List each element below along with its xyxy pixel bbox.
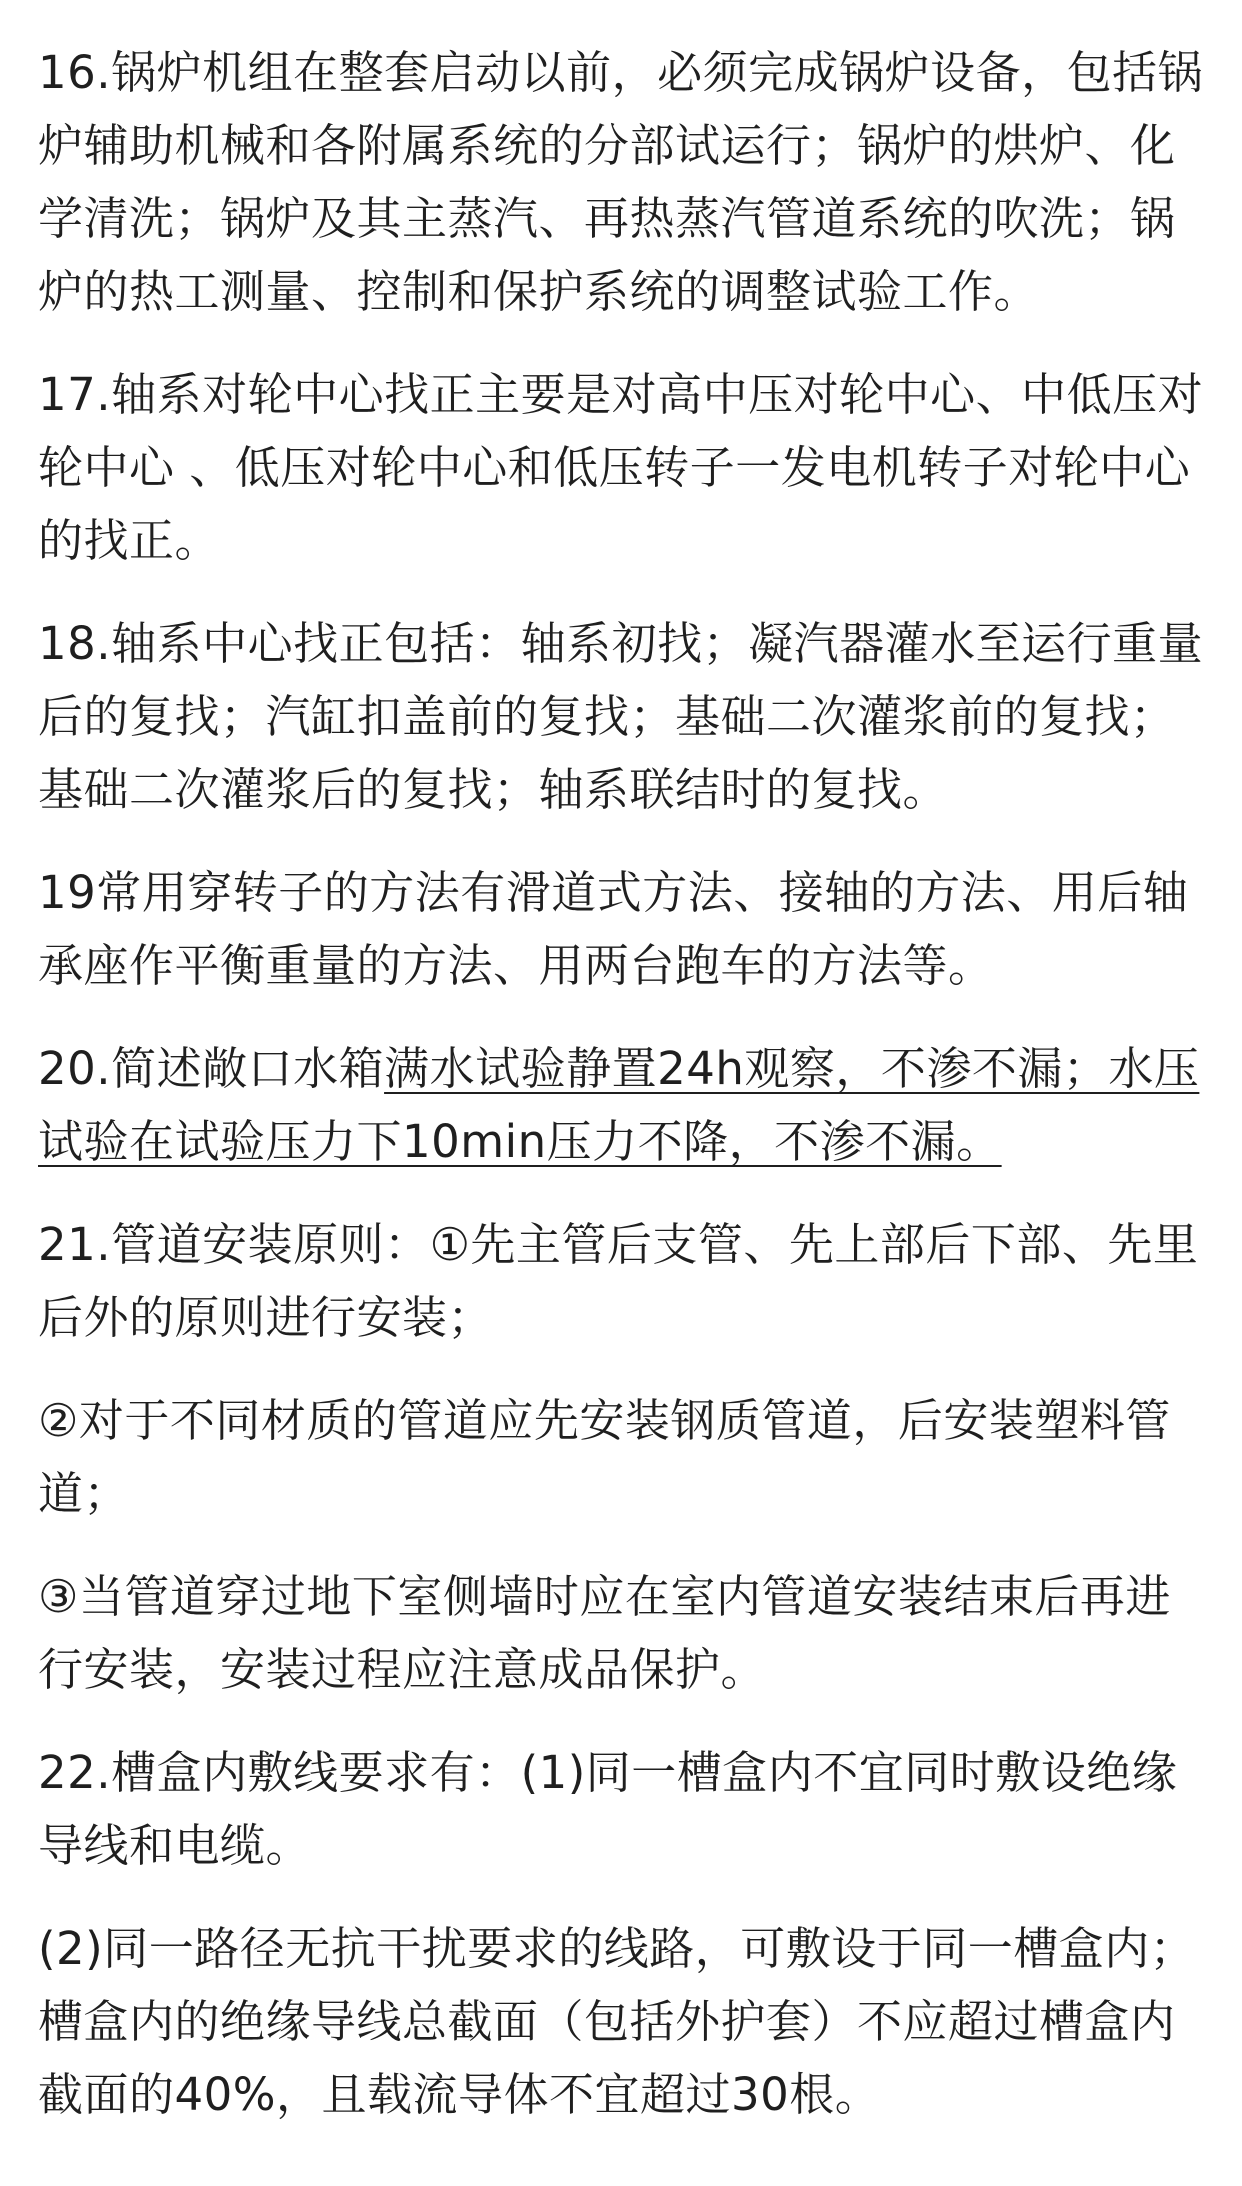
paragraph-16: 16.锅炉机组在整套启动以前，必须完成锅炉设备，包括锅炉辅助机械和各附属系统的分部试运行；锅炉的烘炉、化学清洗；锅炉及其主蒸汽、再热蒸汽管道系统的吹洗；锅炉的热工测量、控制和保护系统的调整试验工作。	[38, 46, 1204, 318]
paragraph-18: 18.轴系中心找正包括：轴系初找；凝汽器灌水至运行重量后的复找；汽缸扣盖前的复找；基础二次灌浆前的复找；基础二次灌浆后的复找；轴系联结时的复找。	[38, 617, 1204, 816]
paragraph-20	[38, 1032, 1208, 1178]
paragraph-19: 19常用穿转子的方法有滑道式方法、接轴的方法、用后轴承座作平衡重量的方法、用两台跑车的方法等。	[38, 866, 1189, 992]
paragraph-22-item-1: 22.槽盒内敷线要求有：(1)同一槽盒内不宜同时敷设绝缘导线和电缆。	[38, 1746, 1178, 1872]
paragraph-20-prefix: 20.简述敞口水箱	[38, 1042, 385, 1095]
paragraph-22-item-2: (2)同一路径无抗干扰要求的线路，可敷设于同一槽盒内；槽盒内的绝缘导线总截面（包括外护套）不应超过槽盒内截面的40%，且载流导体不宜超过30根。	[38, 1922, 1196, 2121]
paragraph-20-underlined: 满水试验静置24h观察，不渗不漏；水压试验在试验压力下10min压力不降，不渗不漏。	[38, 1042, 1200, 1168]
paragraph-21-principle-2: ②对于不同材质的管道应先安装钢质管道，后安装塑料管道；	[38, 1394, 1171, 1520]
paragraph-21-principle-3: ③当管道穿过地下室侧墙时应在室内管道安装结束后再进行安装，安装过程应注意成品保护。	[38, 1570, 1171, 1696]
paragraph-17: 17.轴系对轮中心找正主要是对高中压对轮中心、中低压对轮中心 、低压对轮中心和低压转子一发电机转子对轮中心的找正。	[38, 368, 1204, 567]
paragraph-21-principle-1: 21.管道安装原则：①先主管后支管、先上部后下部、先里后外的原则进行安装；	[38, 1218, 1199, 1344]
